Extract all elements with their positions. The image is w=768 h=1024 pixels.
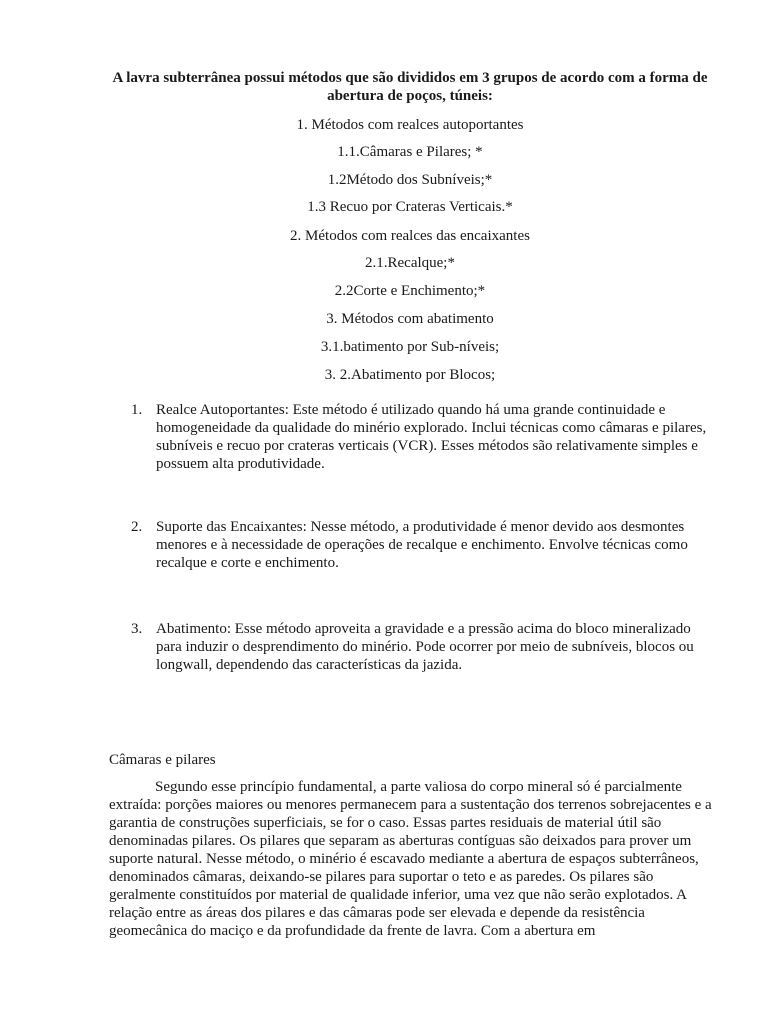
- outline-item: 2. Métodos com realces das encaixantes: [290, 228, 530, 244]
- list-item-text: Abatimento: Esse método aproveita a gravidade e a pressão acima do bloco mineralizado para induzir o desprendimento do minério. Pode ocorrer por meio de subníveis, blocos ou longwall, dependendo das características da jazida.: [156, 621, 694, 673]
- outline-item: 1.3 Recuo por Crateras Verticais.*: [307, 199, 513, 215]
- section-title: Câmaras e pilares: [109, 752, 216, 768]
- outline-item: 1. Métodos com realces autoportantes: [296, 117, 524, 133]
- outline-item: 3.1.batimento por Sub-níveis;: [320, 339, 500, 355]
- section-paragraph: Segundo esse princípio fundamental, a parte valiosa do corpo mineral só é parcialmente extraída: porções maiores ou menores permanecem para a sustentação dos terrenos sobrejacentes e a garantia de construções superficiais, se for o caso. Essas partes residuais de material útil são denominadas pilares. Os pilares que separam as aberturas contíguas são deixados para prover um suporte natural. Nesse método, o minério é escavado mediante a abertura de espaços subterrâneos, denominados câmaras, deixando-se pilares para suportar o teto e as paredes. Os pilares são geralmente constituídos por material de qualidade inferior, uma vez que não serão explotados. A relação entre as áreas dos pilares e das câmaras pode ser elevada e depende da resistência geomecânica do maciço e da profundidade da frente de lavra. Com a abertura em: [109, 779, 712, 939]
- outline-item: 2.1.Recalque;*: [365, 255, 455, 271]
- list-item-number: 3.: [131, 621, 143, 637]
- document-heading: A lavra subterrânea possui métodos que são divididos em 3 grupos de acordo com a forma de abertura de poços, túneis:: [112, 70, 708, 104]
- outline-item: 3. Métodos com abatimento: [326, 311, 494, 327]
- outline-item: 1.1.Câmaras e Pilares; *: [337, 144, 483, 160]
- outline-item: 3. 2.Abatimento por Blocos;: [324, 367, 496, 383]
- outline-item: 1.2Método dos Subníveis;*: [327, 172, 493, 188]
- list-item-number: 1.: [131, 402, 143, 418]
- list-item-number: 2.: [131, 519, 143, 535]
- list-item-text: Suporte das Encaixantes: Nesse método, a produtividade é menor devido aos desmontes menores e à necessidade de operações de recalque e enchimento. Envolve técnicas como recalque e corte e enchimento.: [156, 519, 688, 571]
- outline-item: 2.2Corte e Enchimento;*: [334, 283, 486, 299]
- list-item-text: Realce Autoportantes: Este método é utilizado quando há uma grande continuidade e homogeneidade da qualidade do minério explorado. Inclui técnicas como câmaras e pilares, subníveis e recuo por crateras verticais (VCR). Esses métodos são relativamente simples e possuem alta produtividade.: [156, 402, 707, 472]
